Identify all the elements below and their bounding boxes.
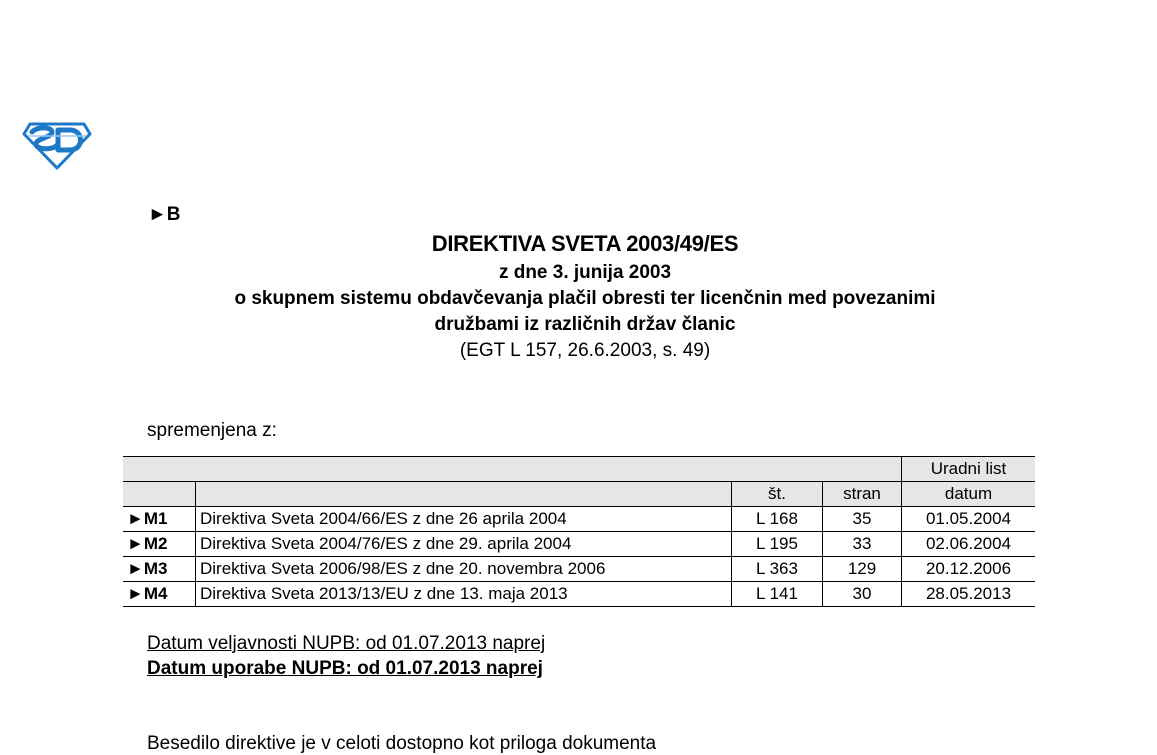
usage-date: Datum uporabe NUPB: od 01.07.2013 naprej — [147, 658, 543, 679]
logo-icon — [22, 118, 92, 170]
table-row — [123, 532, 1035, 557]
table-header-row — [123, 482, 1035, 507]
amendments-table — [123, 456, 1035, 607]
amendment-description: Direktiva Sveta 2004/66/ES z dne 26 aprila 2004 — [196, 507, 732, 532]
table-header-row — [123, 457, 1035, 482]
amendment-description: Direktiva Sveta 2004/76/ES z dne 29. aprila 2004 — [196, 532, 732, 557]
amendment-description: Direktiva Sveta 2013/13/EU z dne 13. maja 2013 — [196, 582, 732, 607]
document-title: DIREKTIVA SVETA 2003/49/ES — [431, 231, 739, 256]
amendment-date: 28.05.2013 — [902, 582, 1036, 607]
amendment-date: 01.05.2004 — [902, 507, 1036, 532]
header-date: datum — [902, 482, 1036, 507]
amendment-tag: ►M2 — [123, 532, 196, 557]
header-page: stran — [823, 482, 902, 507]
amendment-description: Direktiva Sveta 2006/98/ES z dne 20. novembra 2006 — [196, 557, 732, 582]
table-row — [123, 507, 1035, 532]
document-subject-line2: družbami iz različnih držav članic — [434, 314, 736, 335]
amendment-page: 129 — [823, 557, 902, 582]
amendment-tag: ►M3 — [123, 557, 196, 582]
document-subject-line1: o skupnem sistemu obdavčevanja plačil obresti ter licenčnin med povezanimi — [234, 288, 936, 309]
document-date: z dne 3. junija 2003 — [498, 262, 672, 283]
consolidation-marker: ►B — [148, 204, 181, 225]
table-row — [123, 557, 1035, 582]
amendment-number: L 141 — [732, 582, 823, 607]
footer-note: Besedilo direktive je v celoti dostopno kot priloga dokumenta — [147, 733, 657, 754]
amendment-page: 30 — [823, 582, 902, 607]
amendment-date: 02.06.2004 — [902, 532, 1036, 557]
validity-date: Datum veljavnosti NUPB: od 01.07.2013 naprej — [147, 633, 546, 654]
amendment-page: 33 — [823, 532, 902, 557]
header-number: št. — [732, 482, 823, 507]
amendment-tag: ►M1 — [123, 507, 196, 532]
header-official-journal: Uradni list — [902, 457, 1036, 482]
amendment-number: L 168 — [732, 507, 823, 532]
amended-label: spremenjena z: — [147, 420, 277, 441]
amendment-date: 20.12.2006 — [902, 557, 1036, 582]
document-reference: (EGT L 157, 26.6.2003, s. 49) — [459, 340, 711, 361]
amendment-page: 35 — [823, 507, 902, 532]
table-row — [123, 582, 1035, 607]
amendment-tag: ►M4 — [123, 582, 196, 607]
amendment-number: L 195 — [732, 532, 823, 557]
amendment-number: L 363 — [732, 557, 823, 582]
